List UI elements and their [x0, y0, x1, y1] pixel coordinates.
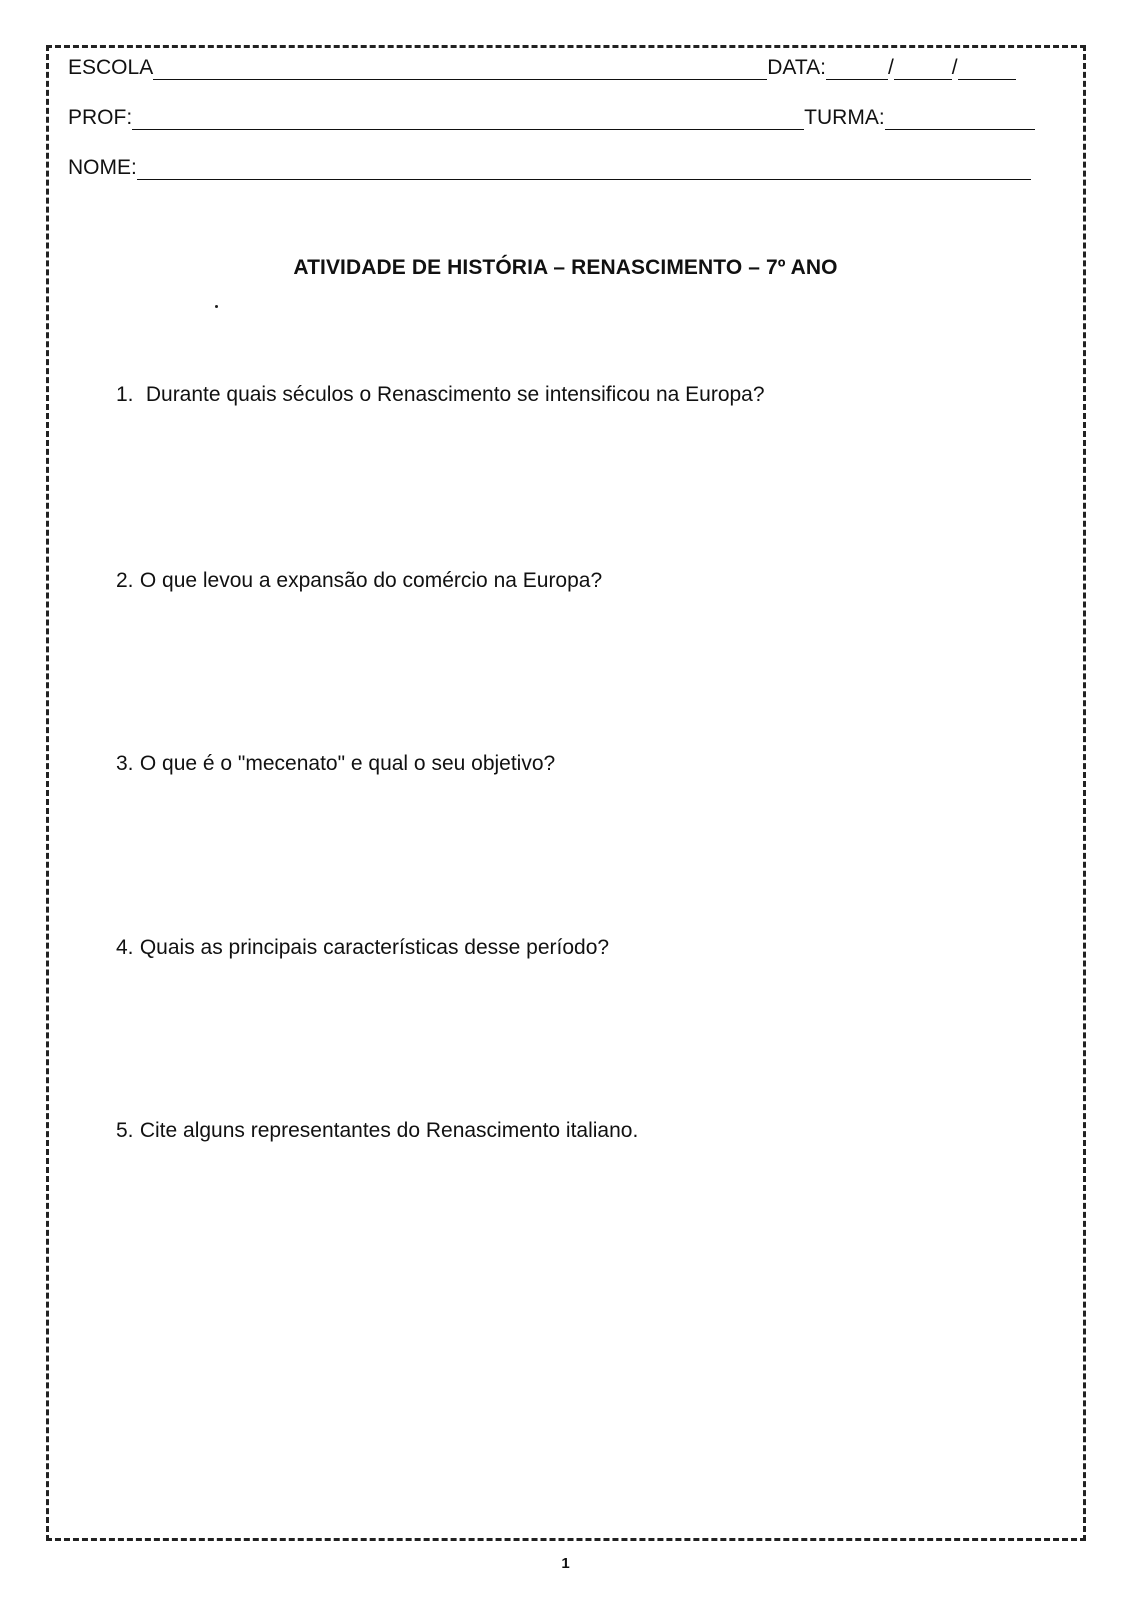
stray-dot	[215, 305, 218, 308]
question-number: 5.	[116, 1119, 134, 1142]
question-text: Quais as principais características desse período?	[139, 936, 610, 959]
question-number: 3.	[116, 752, 134, 775]
date-separator: /	[951, 56, 958, 79]
prof-label: PROF:	[68, 106, 133, 129]
question-number: 4.	[116, 936, 134, 959]
question-text: O que é o "mecenato" e qual o seu objetivo?	[139, 752, 556, 775]
nome-blank[interactable]	[137, 159, 1031, 180]
question-item	[116, 382, 765, 408]
date-month-blank[interactable]	[894, 59, 952, 80]
header-row-nome	[68, 156, 1058, 180]
question-text: Durante quais séculos o Renascimento se intensificou na Europa?	[145, 383, 765, 406]
header-row-prof	[68, 106, 1063, 130]
date-separator: /	[887, 56, 894, 79]
data-label: DATA:	[767, 56, 826, 79]
question-number: 1.	[116, 383, 134, 406]
page-title: ATIVIDADE DE HISTÓRIA – RENASCIMENTO – 7º ANO	[293, 256, 838, 279]
question-item	[116, 1118, 638, 1144]
question-text: O que levou a expansão do comércio na Europa?	[139, 569, 603, 592]
question-text: Cite alguns representantes do Renascimento italiano.	[139, 1119, 639, 1142]
header-row-escola	[68, 56, 1058, 80]
escola-label: ESCOLA	[68, 56, 154, 79]
page-number: 1	[561, 1555, 570, 1572]
turma-label: TURMA:	[804, 106, 885, 129]
question-item	[116, 751, 555, 777]
question-number: 2.	[116, 569, 134, 592]
prof-blank[interactable]	[132, 109, 804, 130]
question-item	[116, 935, 609, 961]
turma-blank[interactable]	[885, 109, 1035, 130]
date-year-blank[interactable]	[958, 59, 1016, 80]
nome-label: NOME:	[68, 156, 137, 179]
date-day-blank[interactable]	[826, 59, 888, 80]
escola-blank[interactable]	[153, 59, 767, 80]
question-item	[116, 568, 602, 594]
